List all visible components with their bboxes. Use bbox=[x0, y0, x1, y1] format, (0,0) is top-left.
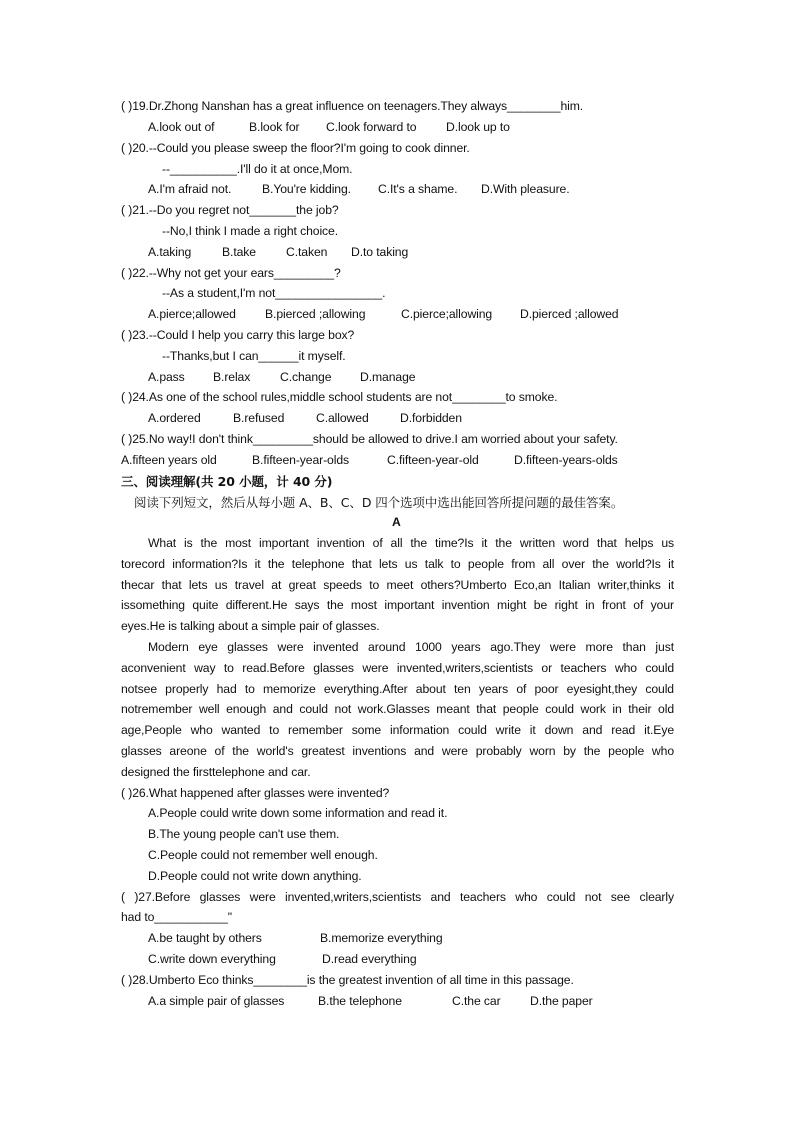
option-d: D.With pleasure. bbox=[481, 182, 570, 196]
passage-line: notsee properly had to memorize everything.After about ten years of poor eyesight,they could bbox=[121, 682, 674, 696]
passage-line: eyes.He is talking about a simple pair of glasses. bbox=[121, 619, 380, 633]
option-b: B.take bbox=[222, 245, 256, 259]
question-26-stem: ( )26.What happened after glasses were invented? bbox=[121, 786, 390, 800]
option-c: C.taken bbox=[286, 245, 328, 259]
option-b: B.look for bbox=[249, 120, 300, 134]
option-d: D.the paper bbox=[530, 994, 593, 1008]
option-b: B.refused bbox=[233, 411, 285, 425]
option-a: A.I'm afraid not. bbox=[148, 182, 232, 196]
option-d: D.People could not write down anything. bbox=[148, 869, 362, 883]
passage-line: issomething quite different.He says the most important invention might be right in front of your bbox=[121, 598, 674, 612]
option-c: C.People could not remember well enough. bbox=[148, 848, 378, 862]
option-b: B.fifteen-year-olds bbox=[252, 453, 349, 467]
option-a: A.a simple pair of glasses bbox=[148, 994, 285, 1008]
question-20-response: --__________.I'll do it at once,Mom. bbox=[162, 162, 353, 176]
option-c: C.change bbox=[280, 370, 332, 384]
option-c: C.look forward to bbox=[326, 120, 417, 134]
question-25-stem: ( )25.No way!I don't think_________should be allowed to drive.I am worried about your safety. bbox=[121, 432, 618, 446]
option-c: C.the car bbox=[452, 994, 501, 1008]
option-b: B.relax bbox=[213, 370, 251, 384]
option-a: A.People could write down some information and read it. bbox=[148, 806, 448, 820]
option-c: C.allowed bbox=[316, 411, 369, 425]
passage-line: aconvenient way to read.Before glasses were invented,writers,scientists or teachers who could bbox=[121, 661, 674, 675]
option-d: D.pierced ;allowed bbox=[520, 307, 619, 321]
option-d: D.read everything bbox=[322, 952, 417, 966]
section-3-instruction: 阅读下列短文，然后从每小题 A、B、C、D 四个选项中选出能回答所提问题的最佳答案。 bbox=[134, 495, 624, 510]
passage-line: designed the firsttelephone and car. bbox=[121, 765, 311, 779]
option-b: B.the telephone bbox=[318, 994, 402, 1008]
option-c: C.pierce;allowing bbox=[401, 307, 493, 321]
question-22-response: --As a student,I'm not________________. bbox=[162, 286, 386, 300]
option-a: A.ordered bbox=[148, 411, 201, 425]
option-a: A.pass bbox=[148, 370, 185, 384]
question-23-response: --Thanks,but I can______it myself. bbox=[162, 349, 346, 363]
question-28-stem: ( )28.Umberto Eco thinks________is the greatest invention of all time in this passage. bbox=[121, 973, 574, 987]
question-19-stem: ( )19.Dr.Zhong Nanshan has a great influence on teenagers.They always________him. bbox=[121, 99, 584, 113]
option-b: B.The young people can't use them. bbox=[148, 827, 340, 841]
question-27-stem: ( )27.Before glasses were invented,writers,scientists and teachers who could not see clearly bbox=[121, 890, 674, 904]
passage-line: age,People who wanted to remember some information could write it down and read it.Eye bbox=[121, 723, 674, 737]
option-a: A.be taught by others bbox=[148, 931, 262, 945]
section-3-title: 三、阅读理解(共 20 小题，计 40 分) bbox=[121, 474, 333, 489]
option-a: A.look out of bbox=[148, 120, 215, 134]
option-b: B.pierced ;allowing bbox=[265, 307, 366, 321]
option-c: C.write down everything bbox=[148, 952, 276, 966]
option-d: D.forbidden bbox=[400, 411, 462, 425]
option-c: C.fifteen-year-old bbox=[387, 453, 479, 467]
option-c: C.It's a shame. bbox=[378, 182, 458, 196]
passage-line: What is the most important invention of all the time?Is it the written word that helps us bbox=[148, 536, 674, 550]
option-d: D.to taking bbox=[351, 245, 409, 259]
question-20-stem: ( )20.--Could you please sweep the floor?I'm going to cook dinner. bbox=[121, 141, 470, 155]
option-d: D.manage bbox=[360, 370, 416, 384]
option-a: A.pierce;allowed bbox=[148, 307, 236, 321]
question-23-stem: ( )23.--Could I help you carry this large box? bbox=[121, 328, 355, 342]
option-a: A.fifteen years old bbox=[121, 453, 217, 467]
passage-label: A bbox=[392, 515, 401, 529]
passage-line: Modern eye glasses were invented around 1000 years ago.They were more than just bbox=[148, 640, 674, 654]
option-d: D.look up to bbox=[446, 120, 510, 134]
option-d: D.fifteen-years-olds bbox=[514, 453, 618, 467]
passage-line: thecar that lets us travel at great speeds to meet others?Umberto Eco,an Italian writer,thinks it bbox=[121, 578, 674, 592]
question-27-stem-cont: had to___________" bbox=[121, 910, 232, 924]
option-b: B.You're kidding. bbox=[262, 182, 351, 196]
question-22-stem: ( )22.--Why not get your ears_________? bbox=[121, 266, 341, 280]
question-21-stem: ( )21.--Do you regret not_______the job? bbox=[121, 203, 339, 217]
option-b: B.memorize everything bbox=[320, 931, 443, 945]
question-21-response: --No,I think I made a right choice. bbox=[162, 224, 339, 238]
question-24-stem: ( )24.As one of the school rules,middle school students are not________to smoke. bbox=[121, 390, 558, 404]
passage-line: notremember well enough and could not work.Glasses meant that people could work in their old bbox=[121, 702, 674, 716]
passage-line: torecord information?Is it the telephone that lets us talk to people from all over the world?Is it bbox=[121, 557, 674, 571]
passage-line: glasses areone of the world's greatest inventions and were probably worn by the people who bbox=[121, 744, 674, 758]
option-a: A.taking bbox=[148, 245, 192, 259]
